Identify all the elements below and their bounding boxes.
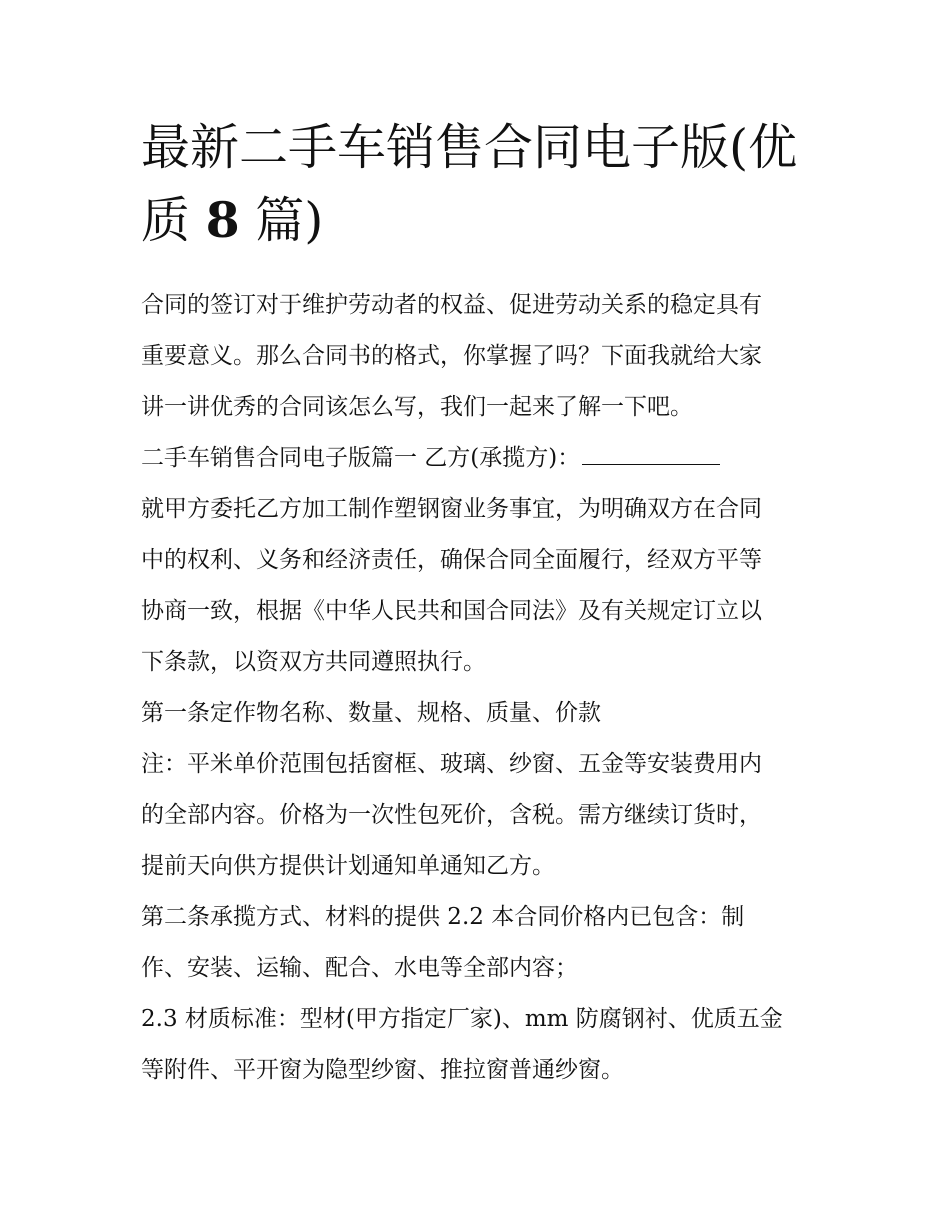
text-line: 就甲方委托乙方加工制作塑钢窗业务事宜，为明确双方在合同 <box>141 496 762 522</box>
text-line: 重要意义。那么合同书的格式，你掌握了吗？下面我就给大家 <box>141 343 762 369</box>
preamble-paragraph <box>141 484 811 688</box>
text-line: 合同的签订对于维护劳动者的权益、促进劳动关系的稳定具有 <box>141 292 762 318</box>
text-line: 第一条定作物名称、数量、规格、质量、价款 <box>141 700 601 726</box>
text-line <box>141 433 811 484</box>
material-standard-paragraph <box>141 994 811 1096</box>
text-line: 等附件、平开窗为隐型纱窗、推拉窗普通纱窗。 <box>141 1057 624 1083</box>
note-paragraph <box>141 739 811 892</box>
title-line: 最新二手车销售合同电子版(优 <box>141 119 798 176</box>
article-two-paragraph <box>141 892 811 994</box>
text-line: 2.3 材质标准：型材(甲方指定厂家)、mm 防腐钢衬、优质五金 <box>141 1006 783 1032</box>
document-title <box>141 112 811 257</box>
text-line: 第二条承揽方式、材料的提供 2.2 本合同价格内已包含：制 <box>141 904 745 930</box>
text-line: 提前天向供方提供计划通知单通知乙方。 <box>141 853 555 879</box>
text-line: 下条款，以资双方共同遵照执行。 <box>141 649 486 675</box>
party-b-label: 二手车销售合同电子版篇一 乙方(承揽方)： <box>141 445 581 471</box>
title-number: 8 <box>205 191 240 249</box>
title-text: 质 <box>141 192 191 249</box>
party-b-paragraph <box>141 433 811 484</box>
text-line: 协商一致，根据《中华人民共和国合同法》及有关规定订立以 <box>141 598 762 624</box>
title-text: 篇) <box>255 192 324 249</box>
text-line: 中的权利、义务和经济责任，确保合同全面履行，经双方平等 <box>141 547 762 573</box>
text-line: 注：平米单价范围包括窗框、玻璃、纱窗、五金等安装费用内 <box>141 751 762 777</box>
document-content <box>141 112 811 1096</box>
text-line: 讲一讲优秀的合同该怎么写，我们一起来了解一下吧。 <box>141 394 693 420</box>
document-body <box>141 280 811 1096</box>
intro-paragraph <box>141 280 811 433</box>
fill-in-blank <box>582 440 720 465</box>
title-line <box>141 184 811 257</box>
text-line: 作、安装、运输、配合、水电等全部内容； <box>141 955 578 981</box>
text-line: 的全部内容。价格为一次性包死价，含税。需方继续订货时， <box>141 802 762 828</box>
article-one-heading <box>141 688 811 739</box>
